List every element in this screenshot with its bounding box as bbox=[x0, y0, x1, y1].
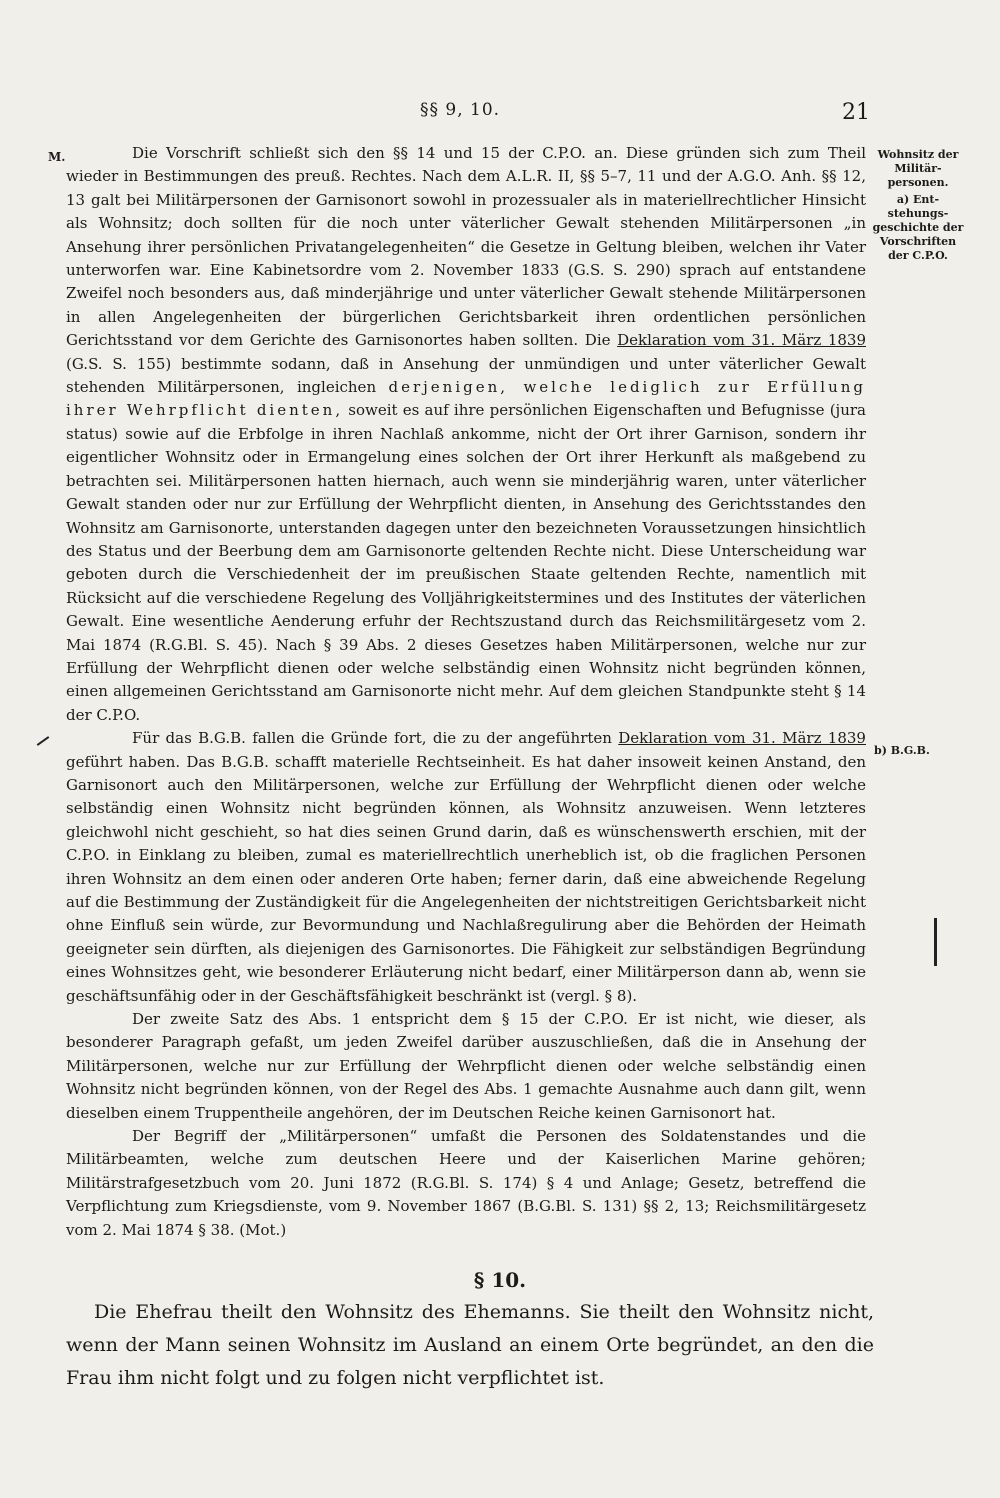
pencil-mark bbox=[37, 736, 50, 746]
running-header: §§ 9, 10. bbox=[420, 100, 501, 120]
underlined-declaration: Deklaration vom 31. März 1839 bbox=[617, 331, 867, 350]
paragraph-1-text: Die Vorschrift schließt sich den §§ 14 und 15 der C.P.O. an. Diese gründen sich zum Theil wieder in Bestimmungen des preuß. Rechtes. Nach dem A.L.R. II, §§ 5–7, 11 und der A.G.O. Anh. §§ 12, 13 galt bei Militärpersonen der Garnisonort sowohl in prozessualer als in materiellrechtlicher Hinsicht als Wohnsitz; doch sollten für die noch unter väterlicher Gewalt stehenden Militärpersonen „in Ansehung ihrer persönlichen Privatangelegenheiten“ die Gesetze in Geltung bleiben, welchen ihr Vater unterworfen war. Eine Kabinetsordre vom 2. November 1833 (G.S. S. 290) sprach auf entstandene Zweifel noch besonders aus, daß minderjährige und unter väterlicher Gewalt stehende Militärpersonen in allen Angelegenheiten der bürgerlichen Gerichtsbarkeit ihren ordentlichen persönlichen Gerichtsstand vor dem Gerichte des Garnisonortes haben sollten. Die bbox=[66, 144, 866, 350]
paragraph-4: Der Begriff der „Militärpersonen“ umfaßt die Personen des Soldatenstandes und die Militärbeamten, welche zum deutschen Heere und der Kaiserlichen Marine gehören; Militärstrafgesetzbuch vom 20. Juni 1872 (R.G.Bl. S. 174) § 4 und Anlage; Gesetz, betreffend die Verpflichtung zum Kriegsdienste, vom 9. November 1867 (B.G.Bl. S. 131) §§ 2, 13; Reichsmilitärgesetz vom 2. Mai 1874 § 38. (Mot.) bbox=[66, 1127, 866, 1239]
page-number: 21 bbox=[842, 100, 870, 125]
paragraph-1 bbox=[66, 142, 866, 727]
paragraph-1-cont-b: soweit es auf ihre persönlichen Eigenschaften und Befugnisse (jura status) sowie auf die Erbfolge in ihren Nachlaß ankomme, nicht der Ort ihrer Garnison, sondern ihr eigentlicher Wohnsitz oder in Ermangelung eines solchen der Ort ihrer Herkunft als maßgebend zu betrachten sei. Militärpersonen hatten hiernach, auch wenn sie minderjährig waren, unter väterlicher Gewalt standen oder nur zur Erfüllung der Wehrpflicht dienten, in Ansehung des Gerichtsstandes den Wohnsitz am Garnisonorte, unterstanden dagegen unter den bezeichneten Voraussetzungen hinsichtlich des Status und der Beerbung dem am Garnisonorte geltenden Rechte nicht. Diese Unterscheidung war geboten durch die Verschiedenheit der im preußischen Staate geltenden Rechte, namentlich mit Rücksicht auf die verschiedene Regelung des Volljährigkeitstermines und des Institutes der väterlichen Gewalt. Eine wesentliche Aenderung erfuhr der Rechtszustand durch das Reichsmilitärgesetz vom 2. Mai 1874 (R.G.Bl. S. 45). Nach § 39 Abs. 2 dieses Gesetzes haben Militärpersonen, welche nur zur Erfüllung der Wehrpflicht dienen oder welche selbständig einen Wohnsitz nicht begründen können, einen allgemeinen Gerichtsstand am Garnisonorte nicht mehr. Auf dem gleichen Standpunkte steht § 14 der C.P.O. bbox=[66, 401, 866, 724]
margin-note-wohnsitz: Wohnsitz der Militär- personen. bbox=[877, 148, 959, 189]
paragraph-1-cont-a: (G.S. S. 155) bestimmte sodann, daß in Ansehung der unmündigen und unter väterlicher Gewalt stehenden Militärpersonen, ingleichen bbox=[66, 354, 866, 397]
pencil-margin-bar bbox=[934, 918, 937, 966]
margin-note-entstehung: a) Ent- stehungs- geschichte der Vorschriften der C.P.O. bbox=[872, 193, 964, 262]
margin-note-bgb: b) B.G.B. bbox=[874, 744, 930, 757]
body-text bbox=[66, 142, 866, 1242]
paragraph-3: Der zweite Satz des Abs. 1 entspricht dem § 15 der C.P.O. Er ist nicht, wie dieser, als besonderer Paragraph gefaßt, um jeden Zweifel darüber auszuschließen, daß die in Ansehung der Militärpersonen, welche nur zur Erfüllung der Wehrpflicht dienen oder welche selbständig einen Wohnsitz nicht begründen können, von der Regel des Abs. 1 gemachte Ausnahme auch dann gilt, wenn dieselben einem Truppentheile angehören, der im Deutschen Reiche keinen Garnisonort hat. bbox=[66, 1010, 866, 1122]
section-heading: § 10. bbox=[473, 1268, 527, 1292]
paragraph-2-b: geführt haben. Das B.G.B. schafft materielle Rechtseinheit. Es hat daher insoweit keinen Anstand, den Garnisonort auch den Militärpersonen, welche zur Erfüllung der Wehrpflicht dienen oder welche selbständig einen Wohnsitz nicht begründen können, als Wohnsitz anzuweisen. Wenn letzteres gleichwohl nicht geschieht, so hat dies seinen Grund darin, daß es wünschenswerth erschien, mit der C.P.O. in Einklang zu bleiben, zumal es materiellrechtlich unerheblich ist, ob die fraglichen Personen ihren Wohnsitz an dem einen oder anderen Orte haben; ferner darin, daß eine abweichende Regelung auf die Bestimmung der Zuständigkeit für die Angelegenheiten der nichtstreitigen Gerichtsbarkeit nicht ohne Einfluß sein würde, zur Bevormundung und Nachlaßregulirung aber die Behörden der Heimath geeigneter sein dürften, als diejenigen des Garnisonortes. Die Fähigkeit zur selbständigen Begründung eines Wohnsitzes geht, wie besonderer Erläuterung nicht bedarf, einer Militärperson dann ab, wenn sie geschäftsunfähig oder in der Geschäftsfähigkeit beschränkt ist (vergl. § 8). bbox=[66, 752, 866, 1005]
paragraph-2 bbox=[66, 727, 866, 1008]
margin-marker: M. bbox=[48, 150, 66, 164]
section-10-text: Die Ehefrau theilt den Wohnsitz des Ehemanns. Sie theilt den Wohnsitz nicht, wenn der Mann seinen Wohnsitz im Ausland an einem Orte begründet, an den die Frau ihm nicht folgt und zu folgen nicht verpflichtet ist. bbox=[66, 1301, 874, 1389]
spaced-emphasis: derjenigen, welche lediglich zur Erfüllung ihrer Wehrpflicht dienten, bbox=[66, 378, 866, 420]
margin-notes bbox=[872, 148, 964, 262]
paragraph-2-a: Für das B.G.B. fallen die Gründe fort, die zu der angeführten bbox=[132, 729, 619, 748]
underlined-declaration-2: Deklaration vom 31. März 1839 bbox=[618, 729, 866, 748]
section-text bbox=[66, 1296, 874, 1395]
